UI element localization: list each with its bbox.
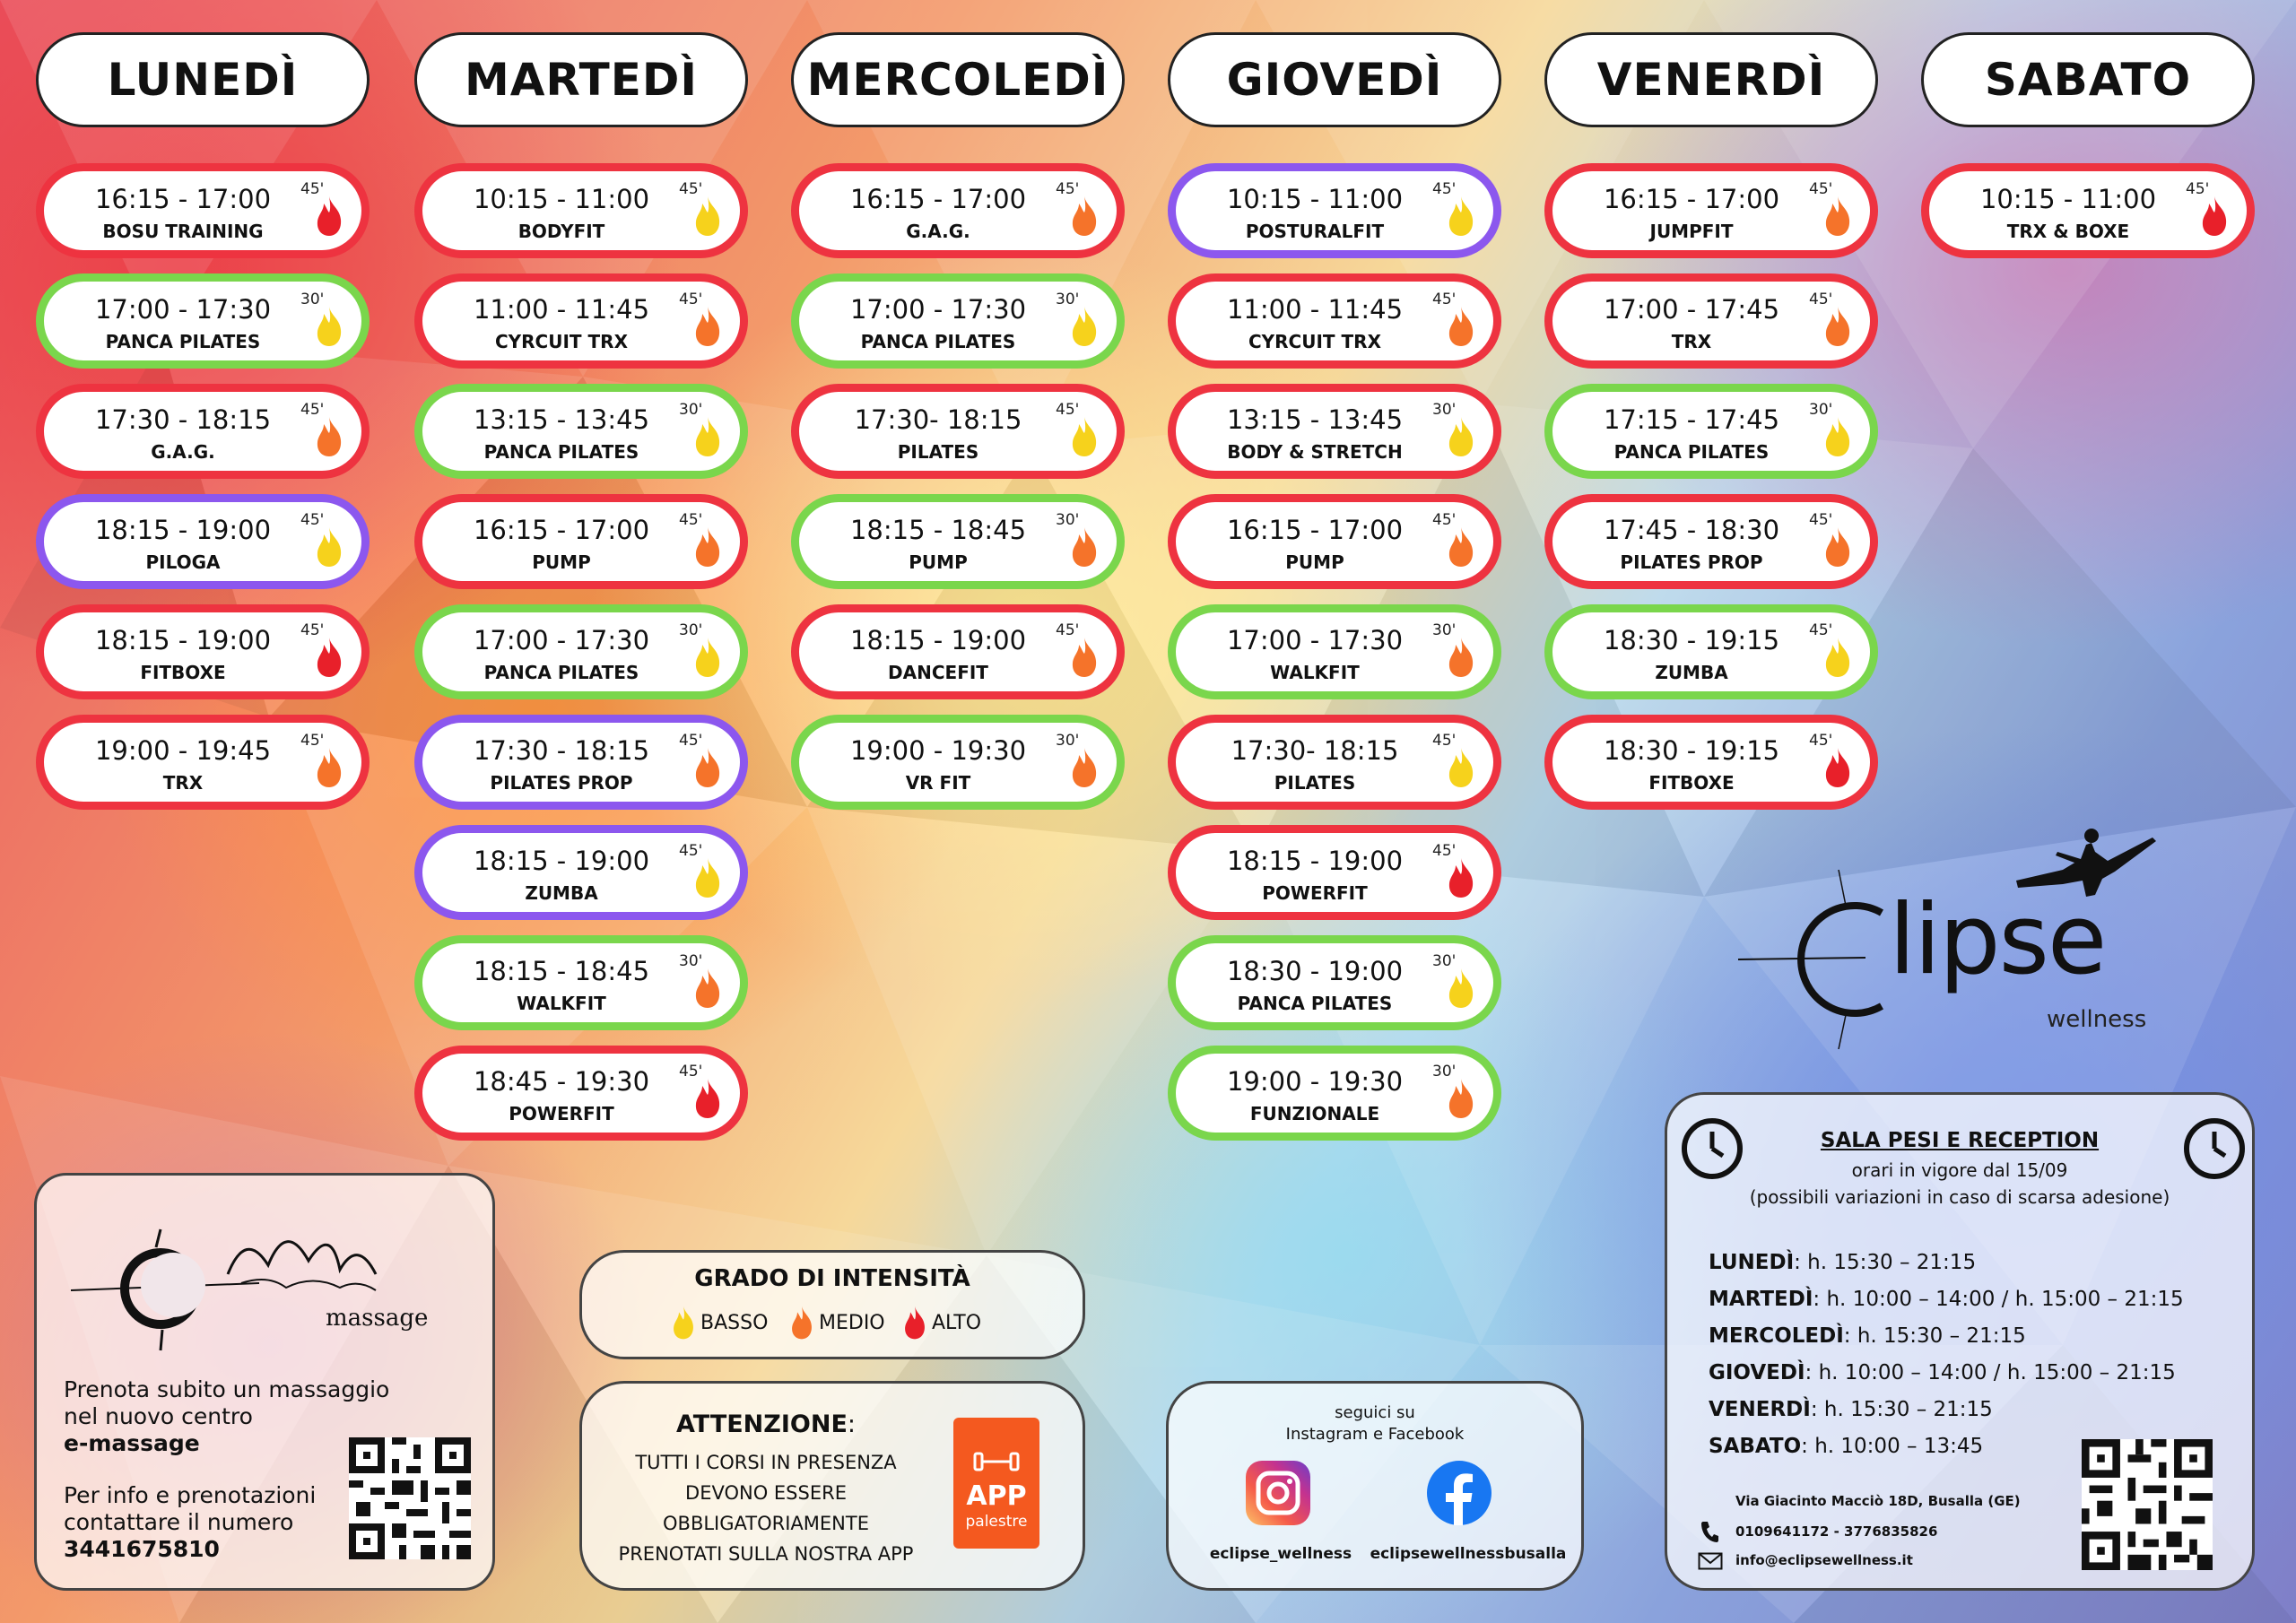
day-header: MERCOLEDÌ (791, 32, 1125, 127)
attention-line3: OBBLIGATORIAMENTE (663, 1513, 869, 1534)
course-duration: 30' (1809, 401, 1833, 419)
course-card[interactable] (1544, 494, 1878, 589)
course-card[interactable] (791, 715, 1125, 810)
course-duration: 45' (679, 180, 703, 198)
flame-high-icon (1445, 856, 1477, 899)
course-name: G.A.G. (906, 221, 970, 242)
flame-high-icon (313, 636, 345, 679)
massage-line5: contattare il numero (64, 1509, 294, 1535)
course-card[interactable] (414, 494, 748, 589)
eclipse-logo (1731, 825, 2197, 1058)
course-card[interactable] (1168, 163, 1501, 258)
reception-hours-row (1709, 1435, 1983, 1458)
massage-line2: nel nuovo centro (64, 1403, 253, 1429)
course-name: BODYFIT (517, 221, 605, 242)
flame-high-icon (901, 1305, 928, 1341)
reception-hours-row (1709, 1398, 1993, 1421)
massage-line1: Prenota subito un massaggio (64, 1376, 390, 1402)
reception-hours-day: GIOVEDÌ (1709, 1361, 1805, 1384)
attention-line4: PRENOTATI SULLA NOSTRA APP (618, 1543, 914, 1565)
course-name: WALKFIT (1270, 662, 1360, 683)
course-time: 19:00 - 19:45 (94, 735, 272, 766)
course-name: FITBOXE (1648, 772, 1735, 794)
flame-high-icon (2198, 195, 2231, 238)
course-card[interactable] (791, 163, 1125, 258)
facebook-icon[interactable] (1425, 1459, 1493, 1527)
course-time: 17:30 - 18:15 (94, 404, 272, 435)
course-card[interactable] (36, 273, 370, 369)
flame-medium-icon (1445, 1077, 1477, 1120)
flame-medium-icon (1445, 636, 1477, 679)
flame-low-icon (691, 415, 724, 458)
day-header: LUNEDÌ (36, 32, 370, 127)
course-duration: 45' (1432, 291, 1457, 308)
course-name: G.A.G. (151, 441, 215, 463)
course-time: 17:30- 18:15 (1231, 735, 1399, 766)
reception-title: SALA PESI E RECEPTION (1820, 1129, 2100, 1152)
course-time: 16:15 - 17:00 (1226, 515, 1404, 545)
attention-line1: TUTTI I CORSI IN PRESENZA (635, 1452, 897, 1473)
flame-medium-icon (1068, 525, 1100, 568)
flame-low-icon (313, 305, 345, 348)
course-card[interactable] (1544, 384, 1878, 479)
massage-line4: Per info e prenotazioni (64, 1482, 317, 1508)
course-time: 19:00 - 19:30 (1226, 1066, 1404, 1097)
course-duration: 45' (679, 842, 703, 860)
reception-hours-row (1709, 1324, 2026, 1348)
course-duration: 30' (679, 621, 703, 639)
instagram-handle[interactable]: eclipse_wellness (1209, 1545, 1352, 1563)
course-duration: 45' (300, 511, 325, 529)
course-name: PILATES PROP (490, 772, 633, 794)
course-name: PANCA PILATES (483, 662, 639, 683)
flame-low-icon (1822, 415, 1854, 458)
course-duration: 30' (1432, 1063, 1457, 1081)
course-time: 10:15 - 11:00 (1226, 184, 1404, 214)
course-duration: 45' (679, 1063, 703, 1081)
course-time: 17:30 - 18:15 (473, 735, 650, 766)
course-time: 11:00 - 11:45 (473, 294, 650, 325)
day-header: VENERDÌ (1544, 32, 1878, 127)
course-name: ZUMBA (525, 882, 598, 904)
reception-hours-value: : h. 15:30 – 21:15 (1794, 1251, 1977, 1274)
flame-low-icon (1445, 746, 1477, 789)
course-name: TRX (1671, 331, 1712, 352)
flame-high-icon (1822, 746, 1854, 789)
course-time: 16:15 - 17:00 (1603, 184, 1780, 214)
course-name: FUNZIONALE (1249, 1103, 1380, 1124)
course-name: POWERFIT (509, 1103, 614, 1124)
course-name: DANCEFIT (888, 662, 988, 683)
course-time: 17:00 - 17:30 (849, 294, 1027, 325)
reception-hours-value: : h. 15:30 – 21:15 (1810, 1398, 1993, 1421)
course-duration: 30' (679, 401, 703, 419)
reception-subtitle1: orari in vigore dal 15/09 (1851, 1159, 2068, 1181)
flame-medium-icon (691, 967, 724, 1010)
course-name: PILATES (1274, 772, 1356, 794)
reception-hours-row (1709, 1288, 2184, 1311)
course-duration: 45' (1056, 401, 1080, 419)
course-name: ZUMBA (1655, 662, 1728, 683)
flame-low-icon (1445, 415, 1477, 458)
course-time: 17:30- 18:15 (854, 404, 1022, 435)
course-card[interactable] (1168, 604, 1501, 699)
course-name: PUMP (1285, 551, 1344, 573)
course-card[interactable] (36, 163, 370, 258)
eclipse-logo-sub: wellness (2047, 1006, 2147, 1033)
course-duration: 45' (1809, 621, 1833, 639)
course-time: 17:00 - 17:30 (473, 625, 650, 655)
course-card[interactable] (791, 384, 1125, 479)
course-time: 10:15 - 11:00 (473, 184, 650, 214)
course-time: 18:15 - 18:45 (849, 515, 1027, 545)
course-duration: 45' (679, 291, 703, 308)
course-duration: 45' (1809, 291, 1833, 308)
flame-medium-icon (1068, 195, 1100, 238)
massage-line3: e-massage (64, 1430, 200, 1456)
reception-hours-value: : h. 10:00 – 14:00 / h. 15:00 – 21:15 (1805, 1361, 2176, 1384)
course-time: 18:15 - 19:00 (849, 625, 1027, 655)
course-duration: 45' (1056, 621, 1080, 639)
course-time: 18:15 - 19:00 (473, 846, 650, 876)
app-label: APP (966, 1480, 1027, 1512)
course-duration: 45' (300, 732, 325, 750)
instagram-icon[interactable] (1244, 1459, 1312, 1527)
flame-low-icon (1822, 636, 1854, 679)
massage-qr-code (349, 1437, 471, 1559)
flame-medium-icon (1822, 305, 1854, 348)
course-time: 17:45 - 18:30 (1603, 515, 1780, 545)
day-header: MARTEDÌ (414, 32, 748, 127)
course-duration: 45' (1809, 180, 1833, 198)
course-name: FITBOXE (140, 662, 226, 683)
course-time: 17:00 - 17:30 (94, 294, 272, 325)
flame-medium-icon (691, 305, 724, 348)
flame-low-icon (670, 1305, 697, 1341)
course-time: 18:15 - 19:00 (94, 515, 272, 545)
course-card[interactable] (1168, 384, 1501, 479)
course-card[interactable] (36, 494, 370, 589)
flame-medium-icon (1822, 195, 1854, 238)
course-duration: 45' (1432, 511, 1457, 529)
course-card[interactable] (791, 273, 1125, 369)
course-name: PANCA PILATES (1613, 441, 1770, 463)
course-duration: 45' (300, 401, 325, 419)
course-duration: 30' (1432, 621, 1457, 639)
course-name: PUMP (909, 551, 968, 573)
reception-subtitle2: (possibili variazioni in caso di scarsa adesione) (1749, 1186, 2170, 1208)
course-card[interactable] (1168, 494, 1501, 589)
course-time: 17:15 - 17:45 (1603, 404, 1780, 435)
course-time: 18:30 - 19:15 (1603, 735, 1780, 766)
course-time: 16:15 - 17:00 (849, 184, 1027, 214)
day-header: GIOVEDÌ (1168, 32, 1501, 127)
flame-medium-icon (1445, 525, 1477, 568)
course-name: VR FIT (905, 772, 971, 794)
flame-medium-icon (691, 746, 724, 789)
course-duration: 45' (1432, 732, 1457, 750)
course-time: 19:00 - 19:30 (849, 735, 1027, 766)
course-time: 13:15 - 13:45 (473, 404, 650, 435)
flame-medium-icon (788, 1305, 815, 1341)
course-card[interactable] (36, 384, 370, 479)
course-card[interactable] (414, 715, 748, 810)
reception-email[interactable]: info@eclipsewellness.it (1735, 1552, 1913, 1568)
dumbbell-icon (973, 1448, 1020, 1475)
course-time: 16:15 - 17:00 (94, 184, 272, 214)
course-card[interactable] (414, 163, 748, 258)
reception-hours-day: SABATO (1709, 1435, 1802, 1458)
course-name: POSTURALFIT (1245, 221, 1385, 242)
course-duration: 45' (679, 732, 703, 750)
flame-low-icon (691, 856, 724, 899)
course-duration: 45' (1056, 180, 1080, 198)
intensity-low-label: BASSO (700, 1312, 769, 1334)
course-name: BOSU TRAINING (102, 221, 264, 242)
course-name: POWERFIT (1262, 882, 1368, 904)
course-name: PUMP (532, 551, 591, 573)
flame-medium-icon (1068, 746, 1100, 789)
attention-line2: DEVONO ESSERE (685, 1482, 847, 1504)
course-time: 18:15 - 19:00 (94, 625, 272, 655)
course-name: PANCA PILATES (105, 331, 261, 352)
day-header: SABATO (1921, 32, 2255, 127)
eclipse-logo-text: lipse (1889, 884, 2106, 996)
reception-hours-day: MERCOLEDÌ (1709, 1324, 1844, 1348)
course-duration: 30' (679, 952, 703, 970)
flame-low-icon (1445, 967, 1477, 1010)
social-panel (1166, 1381, 1584, 1591)
attention-panel (579, 1381, 1085, 1591)
facebook-handle[interactable]: eclipsewellnessbusalla (1370, 1545, 1567, 1563)
mail-icon (1698, 1552, 1723, 1570)
course-card[interactable] (414, 604, 748, 699)
course-duration: 45' (1432, 842, 1457, 860)
course-name: PANCA PILATES (483, 441, 639, 463)
reception-hours-row (1709, 1251, 1976, 1274)
reception-hours-row (1709, 1361, 2176, 1384)
reception-panel (1665, 1092, 2255, 1591)
reception-address: Via Giacinto Macciò 18D, Busalla (GE) (1735, 1493, 2021, 1509)
intensity-medium-label: MEDIO (819, 1312, 885, 1334)
course-time: 17:00 - 17:30 (1226, 625, 1404, 655)
flame-medium-icon (691, 525, 724, 568)
intensity-legend (579, 1250, 1085, 1359)
reception-hours-day: MARTEDÌ (1709, 1288, 1813, 1311)
social-line2: Instagram e Facebook (1285, 1425, 1465, 1444)
course-card[interactable] (1544, 604, 1878, 699)
flame-low-icon (691, 195, 724, 238)
flame-medium-icon (313, 415, 345, 458)
flame-low-icon (313, 525, 345, 568)
intensity-high-label: ALTO (932, 1312, 982, 1334)
course-time: 10:15 - 11:00 (1979, 184, 2157, 214)
course-time: 16:15 - 17:00 (473, 515, 650, 545)
course-card[interactable] (414, 273, 748, 369)
flame-high-icon (313, 195, 345, 238)
course-card[interactable] (1921, 163, 2255, 258)
flame-low-icon (1068, 305, 1100, 348)
course-time: 18:15 - 18:45 (473, 956, 650, 986)
course-card[interactable] (414, 384, 748, 479)
intensity-title: GRADO DI INTENSITÀ (694, 1265, 970, 1292)
course-time: 18:45 - 19:30 (473, 1066, 650, 1097)
course-name: TRX & BOXE (2006, 221, 2130, 242)
course-name: PILATES PROP (1620, 551, 1763, 573)
course-duration: 45' (2186, 180, 2210, 198)
course-name: PILATES (897, 441, 979, 463)
app-palestre-icon[interactable] (953, 1418, 1039, 1549)
course-card[interactable] (1168, 715, 1501, 810)
massage-phone: 3441675810 (64, 1536, 220, 1562)
reception-hours-day: LUNEDÌ (1709, 1251, 1795, 1274)
course-duration: 30' (1432, 952, 1457, 970)
reception-hours-value: : h. 10:00 – 14:00 / h. 15:00 – 21:15 (1813, 1288, 2184, 1311)
phone-icon (1700, 1520, 1719, 1543)
course-duration: 45' (1432, 180, 1457, 198)
course-card[interactable] (1544, 163, 1878, 258)
reception-qr-code (2082, 1439, 2213, 1570)
course-name: PILOGA (145, 551, 221, 573)
course-card[interactable] (36, 604, 370, 699)
course-duration: 30' (300, 291, 325, 308)
course-duration: 45' (679, 511, 703, 529)
course-time: 17:00 - 17:45 (1603, 294, 1780, 325)
course-duration: 30' (1056, 732, 1080, 750)
flame-medium-icon (1822, 525, 1854, 568)
massage-logo-text: massage (326, 1305, 429, 1332)
massage-logo (62, 1211, 457, 1373)
attention-title: ATTENZIONE: (675, 1410, 857, 1438)
course-time: 11:00 - 11:45 (1226, 294, 1404, 325)
flame-low-icon (691, 636, 724, 679)
massage-panel (34, 1173, 495, 1591)
course-card[interactable] (1168, 273, 1501, 369)
course-duration: 45' (1809, 511, 1833, 529)
course-card[interactable] (1168, 935, 1501, 1030)
course-duration: 30' (1432, 401, 1457, 419)
course-duration: 45' (300, 621, 325, 639)
reception-phones: 0109641172 - 3776835826 (1735, 1523, 1938, 1540)
flame-high-icon (691, 1077, 724, 1120)
course-card[interactable] (1168, 825, 1501, 920)
course-duration: 45' (1809, 732, 1833, 750)
course-name: WALKFIT (517, 993, 606, 1014)
course-card[interactable] (1544, 273, 1878, 369)
reception-hours-day: VENERDÌ (1709, 1398, 1811, 1421)
social-line1: seguici su (1335, 1403, 1415, 1422)
course-name: BODY & STRETCH (1227, 441, 1403, 463)
course-time: 18:15 - 19:00 (1226, 846, 1404, 876)
flame-medium-icon (1445, 305, 1477, 348)
flame-medium-icon (313, 746, 345, 789)
course-name: TRX (162, 772, 204, 794)
course-card[interactable] (36, 715, 370, 810)
course-name: PANCA PILATES (1237, 993, 1393, 1014)
course-time: 13:15 - 13:45 (1226, 404, 1404, 435)
course-duration: 45' (300, 180, 325, 198)
course-card[interactable] (414, 935, 748, 1030)
course-card[interactable] (1544, 715, 1878, 810)
course-card[interactable] (414, 1046, 748, 1141)
flame-low-icon (1068, 415, 1100, 458)
app-sub-label: palestre (965, 1513, 1028, 1531)
course-card[interactable] (414, 825, 748, 920)
course-time: 18:30 - 19:15 (1603, 625, 1780, 655)
course-time: 18:30 - 19:00 (1226, 956, 1404, 986)
course-card[interactable] (1168, 1046, 1501, 1141)
course-name: CYRCUIT TRX (495, 331, 628, 352)
course-duration: 30' (1056, 511, 1080, 529)
reception-hours-value: : h. 15:30 – 21:15 (1843, 1324, 2026, 1348)
course-duration: 30' (1056, 291, 1080, 308)
course-name: JUMPFIT (1649, 221, 1734, 242)
course-name: CYRCUIT TRX (1248, 331, 1381, 352)
flame-medium-icon (1068, 636, 1100, 679)
course-card[interactable] (791, 604, 1125, 699)
course-name: PANCA PILATES (860, 331, 1016, 352)
reception-hours-value: : h. 10:00 – 13:45 (1801, 1435, 1984, 1458)
flame-low-icon (1445, 195, 1477, 238)
course-card[interactable] (791, 494, 1125, 589)
